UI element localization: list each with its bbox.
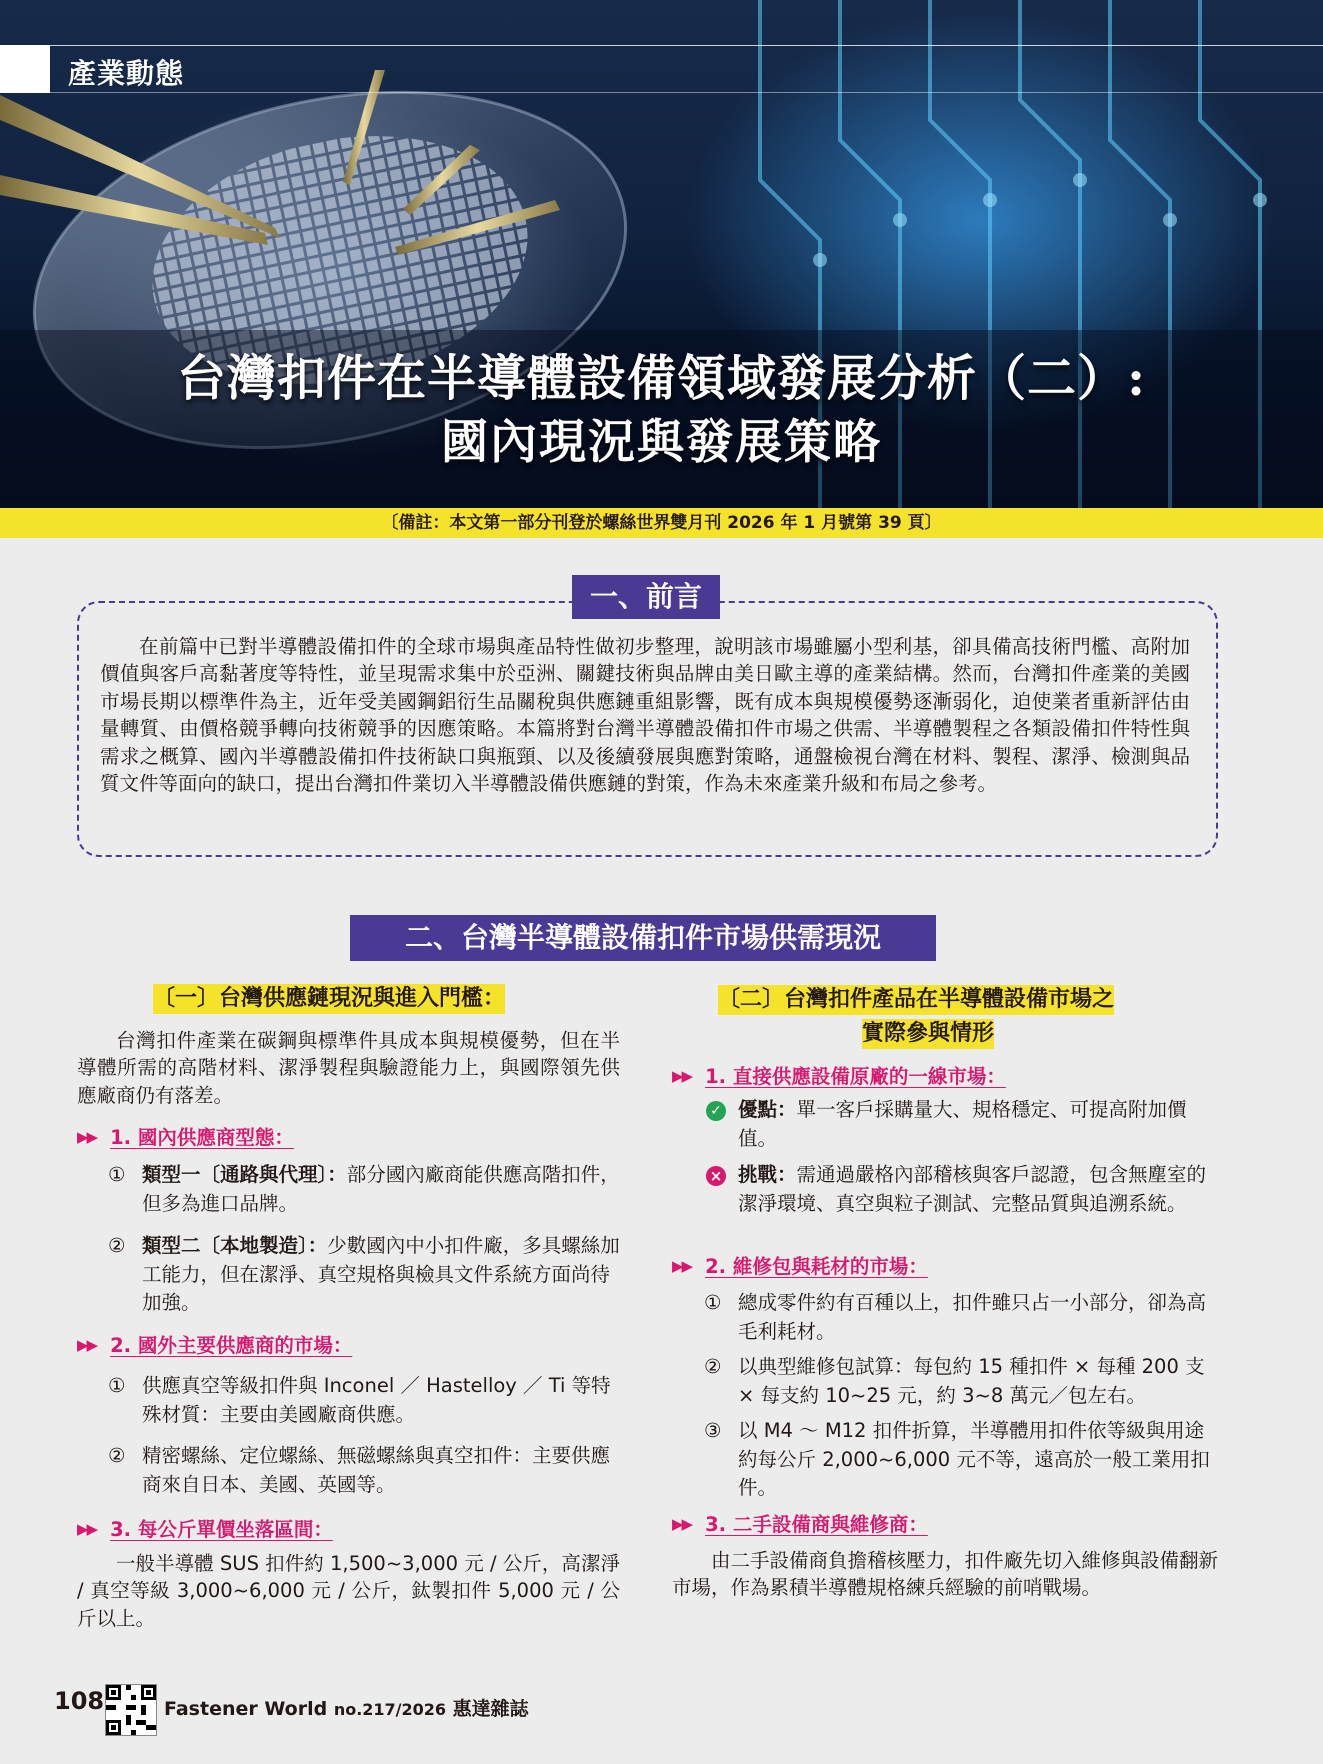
issue-number: no.217/2026 xyxy=(333,1700,447,1719)
qr-pattern xyxy=(106,1685,156,1735)
left-item2-b-text: 精密螺絲、定位螺絲、無磁螺絲與真空扣件：主要供應商來自日本、美國、英國等。 xyxy=(142,1444,611,1496)
check-circle-icon: ✓ xyxy=(706,1101,726,1121)
article-title-line2: 國內現況與發展策略 xyxy=(441,415,882,470)
qr-code-icon[interactable] xyxy=(105,1684,157,1736)
left-item2-b xyxy=(108,1442,620,1499)
list-marker: ② xyxy=(704,1355,722,1378)
list-marker: ③ xyxy=(704,1419,722,1442)
right-item1-title: 1. 直接供應設備原廠的一線市場： xyxy=(705,1065,1006,1088)
category-rule-top xyxy=(50,45,1323,46)
right-advantage-label: 優點： xyxy=(738,1098,797,1121)
section1-heading: 一、前言 xyxy=(572,575,720,619)
left-item1-a-label: 類型一〔通路與代理〕： xyxy=(142,1163,347,1186)
article-title-line1: 台灣扣件在半導體設備領域發展分析（二）: xyxy=(176,349,1147,407)
left-item2-title: 2. 國外主要供應商的市場： xyxy=(110,1334,353,1357)
hero-banner xyxy=(0,0,1323,508)
brand-name: Fastener World xyxy=(164,1698,328,1720)
left-item2-heading xyxy=(77,1332,352,1361)
right-subheading-line2: 實際參與情形 xyxy=(862,1019,994,1049)
category-bar xyxy=(0,45,1323,93)
left-item1-a-text: 部分國內廠商能供應高階扣件，但多為進口品牌。 xyxy=(142,1163,620,1215)
left-item1-b-label: 類型二〔本地製造〕： xyxy=(142,1234,328,1257)
right-item2-a xyxy=(704,1289,1218,1346)
left-item2-a-text: 供應真空等級扣件與 Inconel ／ Hastelloy ／ Ti 等特殊材質：主要由美國廠商供應。 xyxy=(142,1374,611,1426)
left-item1-b xyxy=(108,1232,620,1318)
list-marker: ① xyxy=(108,1374,126,1397)
double-triangle-right-icon: ▶▶ xyxy=(672,1515,692,1533)
right-item2-b-text: 以典型維修包試算：每包約 15 種扣件 × 每種 200 支 × 每支約 10~25 元，約 3~8 萬元／包左右。 xyxy=(738,1355,1205,1407)
category-marker xyxy=(0,45,50,93)
left-item1-heading xyxy=(77,1124,294,1153)
left-item3-heading xyxy=(77,1516,333,1545)
double-triangle-right-icon: ▶▶ xyxy=(672,1067,692,1085)
list-marker: ① xyxy=(704,1291,722,1314)
category-rule-bottom xyxy=(50,92,1323,93)
right-item2-c xyxy=(704,1417,1218,1503)
list-marker: ① xyxy=(108,1163,126,1186)
right-advantage-text: 單一客戶採購量大、規格穩定、可提高附加價值。 xyxy=(738,1098,1187,1150)
left-subheading: 〔一〕台灣供應鏈現況與進入門檻： xyxy=(153,984,505,1014)
left-item1-a xyxy=(108,1161,620,1218)
list-marker: ② xyxy=(108,1444,126,1467)
section2-heading: 二、台灣半導體設備扣件市場供需現況 xyxy=(350,915,936,961)
left-item3-title: 3. 每公斤單價坐落區間： xyxy=(110,1518,333,1541)
right-item1-heading xyxy=(672,1063,1006,1092)
left-item3-text: 一般半導體 SUS 扣件約 1,500~3,000 元 / 公斤，高潔淨 / 真空等級 3,000~6,000 元 / 公斤，鈦製扣件 5,000 元 / 公斤以上。 xyxy=(77,1552,620,1630)
left-intro: 台灣扣件產業在碳鋼與標準件具成本與規模優勢，但在半導體所需的高階材料、潔淨製程與驗證能力上，與國際領先供應廠商仍有落差。 xyxy=(77,1029,620,1107)
right-challenge-label: 挑戰： xyxy=(738,1163,797,1186)
page-footer xyxy=(0,1680,1323,1740)
right-challenge xyxy=(704,1161,1218,1218)
list-marker: ② xyxy=(108,1234,126,1257)
right-item3-text: 由二手設備商負擔稽核壓力，扣件廠先切入維修與設備翻新市場，作為累積半導體規格練兵經驗的前哨戰場。 xyxy=(672,1549,1219,1600)
right-item2-title: 2. 維修包與耗材的市場： xyxy=(705,1255,928,1278)
note-bar: 〔備註：本文第一部分刊登於螺絲世界雙月刊 2026 年 1 月號第 39 頁〕 xyxy=(0,508,1323,538)
double-triangle-right-icon: ▶▶ xyxy=(77,1336,97,1354)
left-item1-b-text: 少數國內中小扣件廠，多具螺絲加工能力，但在潔淨、真空規格與檢具文件系統方面尚待加強。 xyxy=(142,1234,620,1314)
publisher-name: 惠達雜誌 xyxy=(452,1698,529,1720)
right-item3-title: 3. 二手設備商與維修商： xyxy=(705,1513,928,1536)
right-item3-heading xyxy=(672,1511,928,1540)
right-subheading-line1: 〔二〕台灣扣件產品在半導體設備市場之 xyxy=(718,985,1114,1015)
right-item2-b xyxy=(704,1353,1218,1410)
right-item2-c-text: 以 M4 ～ M12 扣件折算，半導體用扣件依等級與用途約每公斤 2,000~6,000 元不等，遠高於一般工業用扣件。 xyxy=(738,1419,1210,1499)
right-advantage xyxy=(704,1096,1218,1153)
left-item1-title: 1. 國內供應商型態： xyxy=(110,1126,294,1149)
x-circle-icon: × xyxy=(706,1166,726,1186)
footer-brand xyxy=(164,1694,529,1721)
right-item2-heading xyxy=(672,1253,928,1282)
right-challenge-text: 需通過嚴格內部稽核與客戶認證，包含無塵室的潔淨環境、真空與粒子測試、完整品質與追溯系統。 xyxy=(738,1163,1207,1215)
left-item2-a xyxy=(108,1372,620,1429)
double-triangle-right-icon: ▶▶ xyxy=(77,1520,97,1538)
category-label: 產業動態 xyxy=(68,57,185,90)
double-triangle-right-icon: ▶▶ xyxy=(77,1128,97,1146)
intro-paragraph: 在前篇中已對半導體設備扣件的全球市場與產品特性做初步整理，說明該市場雖屬小型利基，卻具備高技術門檻、高附加價值與客戶高黏著度等特性，並呈現需求集中於亞洲、關鍵技術與品牌由美日歐主導的產業結構。然而，台灣扣件產業的美國市場長期以標準件為主，近年受美國鋼鋁衍生品關稅與供應鏈重組影響，既有成本與規模優勢逐漸弱化，迫使業者重新評估由量轉質、由價格競爭轉向技術競爭的因應策略。本篇將對台灣半導體設備扣件市場之供需、半導體製程之各類設備扣件特性與需求之概算、國內半導體設備扣件技術缺口與瓶頸、以及後續發展與應對策略，通盤檢視台灣在材料、製程、潔淨、檢測與品質文件等面向的缺口，提出台灣扣件業切入半導體設備供應鏈的對策，作為未來產業升級和布局之參考。 xyxy=(100,635,1190,796)
double-triangle-right-icon: ▶▶ xyxy=(672,1257,692,1275)
right-item2-a-text: 總成零件約有百種以上，扣件雖只占一小部分，卻為高毛利耗材。 xyxy=(738,1291,1207,1343)
page-number: 108 xyxy=(54,1687,105,1715)
